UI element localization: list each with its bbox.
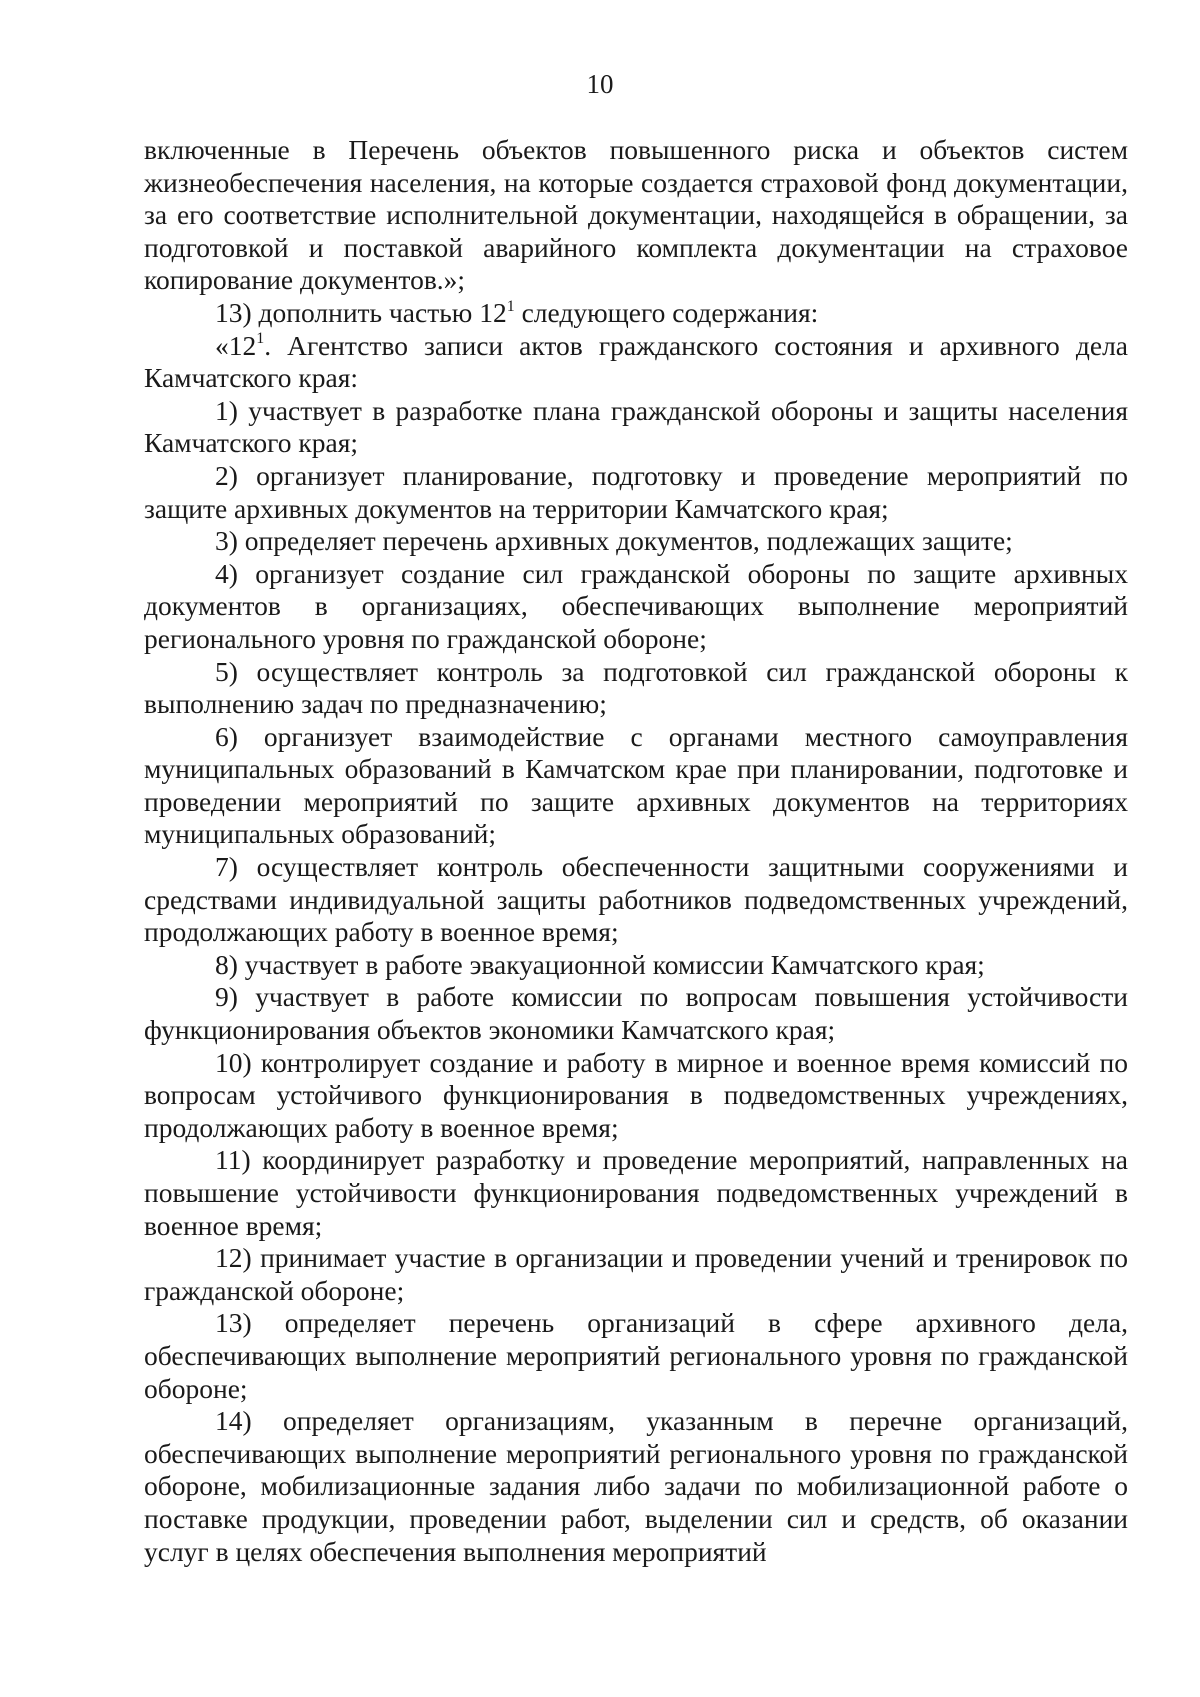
- paragraph-text: . Агентство записи актов гражданского состояния и архивного дела Камчатского края:: [144, 329, 1128, 394]
- paragraph-item-13: [144, 297, 1128, 330]
- list-item-6: 6) организует взаимодействие с органами местного самоуправления муниципальных образований в Камчатском крае при планировании, подготовке и проведении мероприятий по защите архивных документов на территориях муниципальных образований;: [144, 720, 1128, 850]
- superscript: 1: [256, 330, 265, 348]
- list-item-2: 2) организует планирование, подготовку и проведение мероприятий по защите архивных документов на территории Камчатского края;: [144, 459, 1128, 524]
- document-body: [144, 134, 1128, 1568]
- list-item-7: 7) осуществляет контроль обеспеченности защитными сооружениями и средствами индивидуальной защиты работников подведомственных учреждений, продолжающих работу в военное время;: [144, 851, 1128, 948]
- list-item-14: 14) определяет организациям, указанным в перечне организаций, обеспечивающих выполнение мероприятий регионального уровня по гражданской обороне, мобилизационные задания либо задачи по мобилизационной работе о поставке продукции, проведении работ, выделении сил и средств, об оказании услуг в целях обеспечения выполнения мероприятий: [144, 1405, 1128, 1567]
- paragraph-part-12-1: [144, 330, 1128, 395]
- list-item-1: 1) участвует в разработке плана гражданской обороны и защиты населения Камчатского края;: [144, 394, 1128, 459]
- list-item-10: 10) контролирует создание и работу в мирное и военное время комиссий по вопросам устойчивого функционирования в подведомственных учреждениях, продолжающих работу в военное время;: [144, 1046, 1128, 1143]
- list-item-4: 4) организует создание сил гражданской обороны по защите архивных документов в организациях, обеспечивающих выполнение мероприятий регионального уровня по гражданской обороне;: [144, 557, 1128, 654]
- list-item-11: 11) координирует разработку и проведение мероприятий, направленных на повышение устойчивости функционирования подведомственных учреждений в военное время;: [144, 1144, 1128, 1241]
- paragraph-text: следующего содержания:: [514, 296, 819, 328]
- list-item-3: 3) определяет перечень архивных документов, подлежащих защите;: [215, 525, 1013, 557]
- paragraph-text: 13) дополнить частью 12: [215, 296, 507, 328]
- list-item-12: 12) принимает участие в организации и проведении учений и тренировок по гражданской обороне;: [144, 1242, 1128, 1306]
- paragraph-continuation: включенные в Перечень объектов повышенного риска и объектов систем жизнеобеспечения населения, на которые создается страховой фонд документации, за его соответствие исполнительной документации, находящейся в обращении, за подготовкой и поставкой аварийного комплекта документации на страховое копирование документов.»;: [144, 134, 1128, 296]
- list-item-5: 5) осуществляет контроль за подготовкой сил гражданской обороны к выполнению задач по предназначению;: [144, 655, 1128, 720]
- page-number: 10: [586, 69, 614, 99]
- list-item-8: 8) участвует в работе эвакуационной комиссии Камчатского края;: [215, 948, 985, 980]
- superscript: 1: [506, 297, 515, 315]
- paragraph-text: «12: [215, 329, 257, 361]
- list-item-13: 13) определяет перечень организаций в сфере архивного дела, обеспечивающих выполнение мероприятий регионального уровня по гражданской обороне;: [144, 1307, 1128, 1404]
- list-item-9: 9) участвует в работе комиссии по вопросам повышения устойчивости функционирования объектов экономики Камчатского края;: [144, 981, 1128, 1046]
